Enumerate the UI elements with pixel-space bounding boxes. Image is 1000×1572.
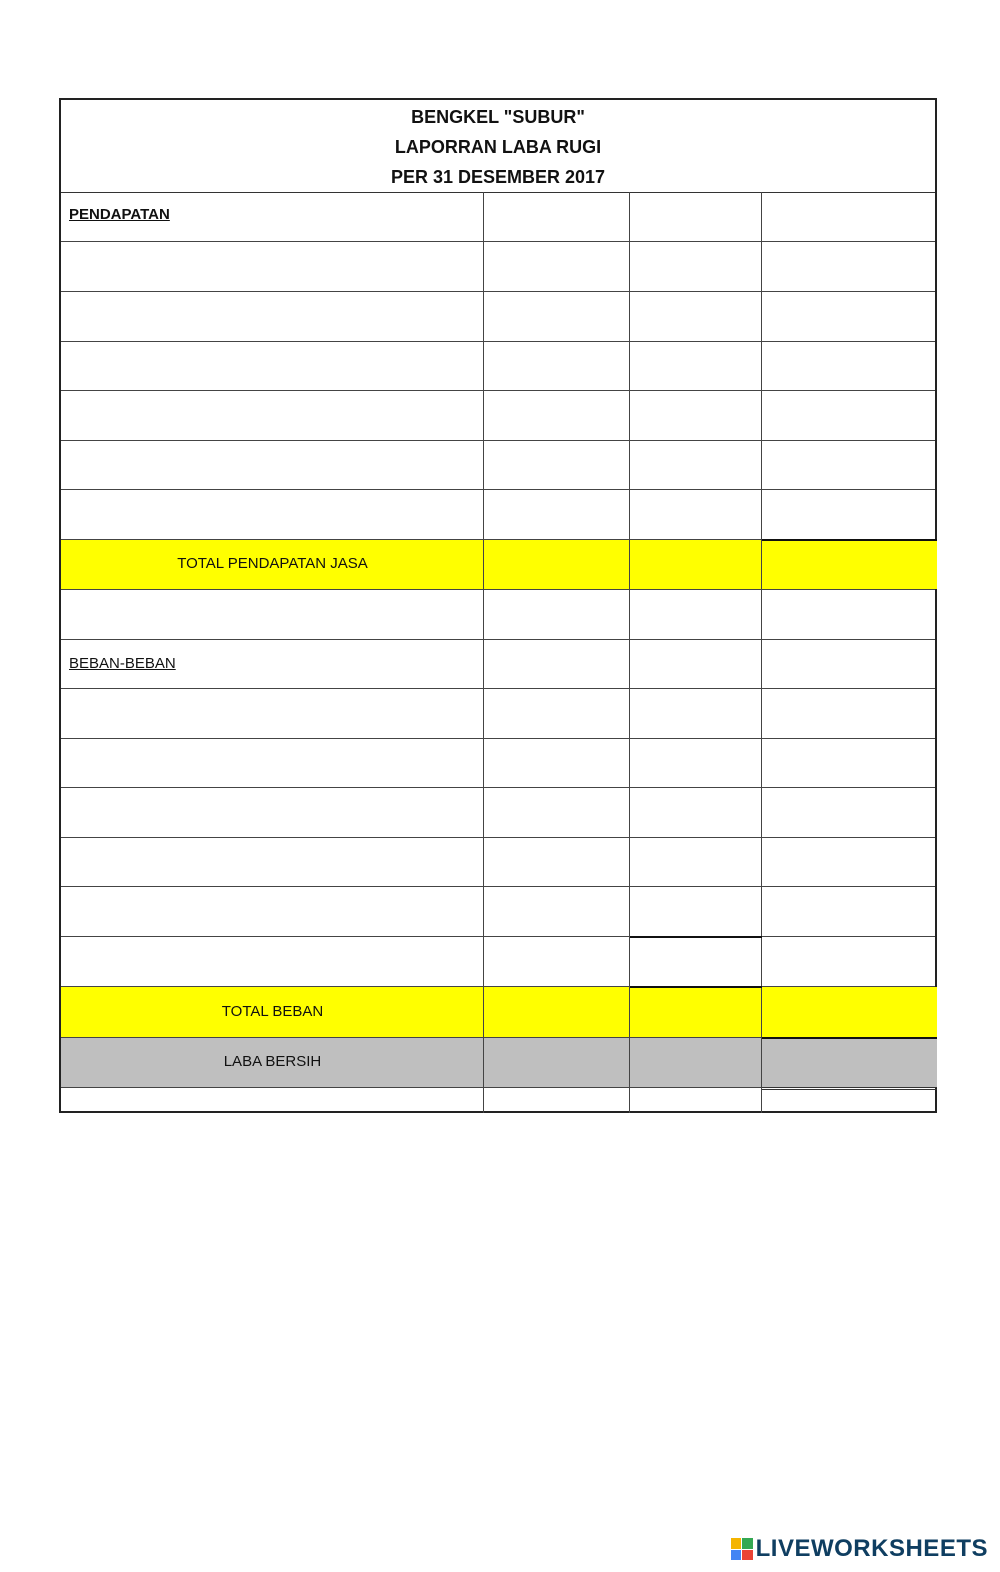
amount-cell[interactable] bbox=[762, 292, 937, 341]
amount-cell[interactable] bbox=[630, 937, 762, 986]
account-cell[interactable] bbox=[61, 689, 484, 738]
amount-cell[interactable] bbox=[762, 788, 937, 837]
total-expenses-row bbox=[61, 987, 935, 1038]
amount-cell[interactable] bbox=[630, 490, 762, 539]
net-income-row bbox=[61, 1038, 935, 1088]
expense-entry-row bbox=[61, 739, 935, 788]
subtotal-rule bbox=[630, 986, 762, 988]
revenue-entry-row bbox=[61, 342, 935, 391]
amount-cell[interactable] bbox=[630, 590, 762, 639]
revenue-entry-row bbox=[61, 242, 935, 292]
account-cell[interactable] bbox=[61, 292, 484, 341]
amount-cell[interactable] bbox=[630, 342, 762, 390]
amount-cell bbox=[630, 1088, 762, 1113]
total-expenses-amount[interactable] bbox=[762, 987, 937, 1037]
amount-cell[interactable] bbox=[484, 887, 630, 936]
revenue-heading-row bbox=[61, 192, 935, 242]
amount-cell[interactable] bbox=[630, 887, 762, 936]
amount-cell[interactable] bbox=[484, 987, 630, 1037]
report-period: PER 31 DESEMBER 2017 bbox=[390, 167, 606, 187]
expense-entry-row bbox=[61, 838, 935, 887]
amount-cell[interactable] bbox=[630, 391, 762, 440]
amount-cell[interactable] bbox=[484, 192, 630, 241]
amount-cell[interactable] bbox=[630, 292, 762, 341]
expense-entry-row bbox=[61, 937, 935, 987]
account-cell[interactable] bbox=[61, 342, 484, 390]
subtotal-rule bbox=[630, 936, 762, 938]
amount-cell[interactable] bbox=[630, 192, 762, 241]
account-cell bbox=[61, 1088, 484, 1113]
revenue-entry-row bbox=[61, 292, 935, 342]
account-cell[interactable] bbox=[61, 838, 484, 886]
liveworksheets-watermark bbox=[731, 1536, 988, 1562]
amount-cell[interactable] bbox=[762, 441, 937, 489]
amount-cell[interactable] bbox=[484, 640, 630, 688]
subtotal-rule bbox=[762, 539, 937, 541]
double-underline-rule bbox=[762, 1087, 937, 1090]
amount-cell[interactable] bbox=[630, 640, 762, 688]
amount-cell[interactable] bbox=[484, 590, 630, 639]
amount-cell[interactable] bbox=[484, 242, 630, 291]
account-cell[interactable] bbox=[61, 739, 484, 787]
amount-cell[interactable] bbox=[484, 292, 630, 341]
expense-entry-row bbox=[61, 887, 935, 937]
amount-cell[interactable] bbox=[630, 441, 762, 489]
account-cell[interactable] bbox=[61, 937, 484, 986]
account-cell bbox=[61, 1038, 484, 1087]
revenue-entry-row bbox=[61, 441, 935, 490]
account-cell[interactable] bbox=[61, 490, 484, 539]
amount-cell[interactable] bbox=[762, 242, 937, 291]
account-cell bbox=[61, 540, 484, 589]
account-cell[interactable] bbox=[61, 391, 484, 440]
account-cell bbox=[61, 192, 484, 241]
amount-cell[interactable] bbox=[484, 391, 630, 440]
total-expenses-label: TOTAL BEBAN bbox=[221, 1003, 324, 1020]
amount-cell[interactable] bbox=[762, 391, 937, 440]
account-cell[interactable] bbox=[61, 441, 484, 489]
net-income-label: LABA BERSIH bbox=[223, 1053, 322, 1070]
amount-cell[interactable] bbox=[484, 739, 630, 787]
net-income-amount[interactable] bbox=[762, 1038, 937, 1087]
account-cell[interactable] bbox=[61, 887, 484, 936]
amount-cell[interactable] bbox=[630, 788, 762, 837]
amount-cell[interactable] bbox=[630, 540, 762, 589]
amount-cell[interactable] bbox=[630, 838, 762, 886]
expenses-heading: BEBAN-BEBAN bbox=[69, 655, 176, 672]
total-revenue-row bbox=[61, 540, 935, 590]
account-cell bbox=[61, 987, 484, 1037]
total-revenue-amount[interactable] bbox=[762, 540, 937, 589]
amount-cell[interactable] bbox=[630, 242, 762, 291]
amount-cell[interactable] bbox=[484, 441, 630, 489]
revenue-entry-row bbox=[61, 490, 935, 540]
amount-cell[interactable] bbox=[484, 689, 630, 738]
amount-cell[interactable] bbox=[762, 739, 937, 787]
amount-cell[interactable] bbox=[484, 490, 630, 539]
total-revenue-label: TOTAL PENDAPATAN JASA bbox=[177, 555, 368, 572]
amount-cell[interactable] bbox=[484, 937, 630, 986]
report-header bbox=[61, 100, 935, 193]
income-statement-sheet bbox=[59, 98, 937, 1113]
amount-cell[interactable] bbox=[762, 937, 937, 986]
amount-cell[interactable] bbox=[762, 838, 937, 886]
amount-cell[interactable] bbox=[484, 788, 630, 837]
trailing-row bbox=[61, 1088, 935, 1113]
amount-cell[interactable] bbox=[484, 342, 630, 390]
amount-cell[interactable] bbox=[630, 1038, 762, 1087]
amount-cell[interactable] bbox=[762, 887, 937, 936]
watermark-text: LIVEWORKSHEETS bbox=[755, 1535, 988, 1562]
amount-cell[interactable] bbox=[762, 490, 937, 539]
subtotal-rule bbox=[762, 1037, 937, 1039]
revenue-entry-row bbox=[61, 391, 935, 441]
amount-cell bbox=[484, 1088, 630, 1113]
amount-cell[interactable] bbox=[484, 1038, 630, 1087]
amount-cell[interactable] bbox=[630, 739, 762, 787]
expense-entry-row bbox=[61, 788, 935, 838]
report-title: LAPORRAN LABA RUGI bbox=[394, 137, 602, 157]
amount-cell[interactable] bbox=[762, 640, 937, 688]
liveworksheets-logo-icon bbox=[731, 1538, 753, 1560]
expenses-heading-row bbox=[61, 640, 935, 689]
amount-cell[interactable] bbox=[762, 192, 937, 241]
amount-cell bbox=[762, 1088, 937, 1113]
spacer-row bbox=[61, 590, 935, 640]
expense-entry-row bbox=[61, 689, 935, 739]
company-name: BENGKEL "SUBUR" bbox=[411, 107, 585, 127]
amount-cell[interactable] bbox=[762, 689, 937, 738]
account-cell[interactable] bbox=[61, 788, 484, 837]
amount-cell[interactable] bbox=[484, 540, 630, 589]
amount-cell[interactable] bbox=[630, 987, 762, 1037]
amount-cell[interactable] bbox=[762, 590, 937, 639]
amount-cell[interactable] bbox=[762, 342, 937, 390]
account-cell[interactable] bbox=[61, 242, 484, 291]
account-cell[interactable] bbox=[61, 590, 484, 639]
revenue-heading: PENDAPATAN bbox=[69, 206, 170, 223]
amount-cell[interactable] bbox=[484, 838, 630, 886]
account-cell bbox=[61, 640, 484, 688]
amount-cell[interactable] bbox=[630, 689, 762, 738]
